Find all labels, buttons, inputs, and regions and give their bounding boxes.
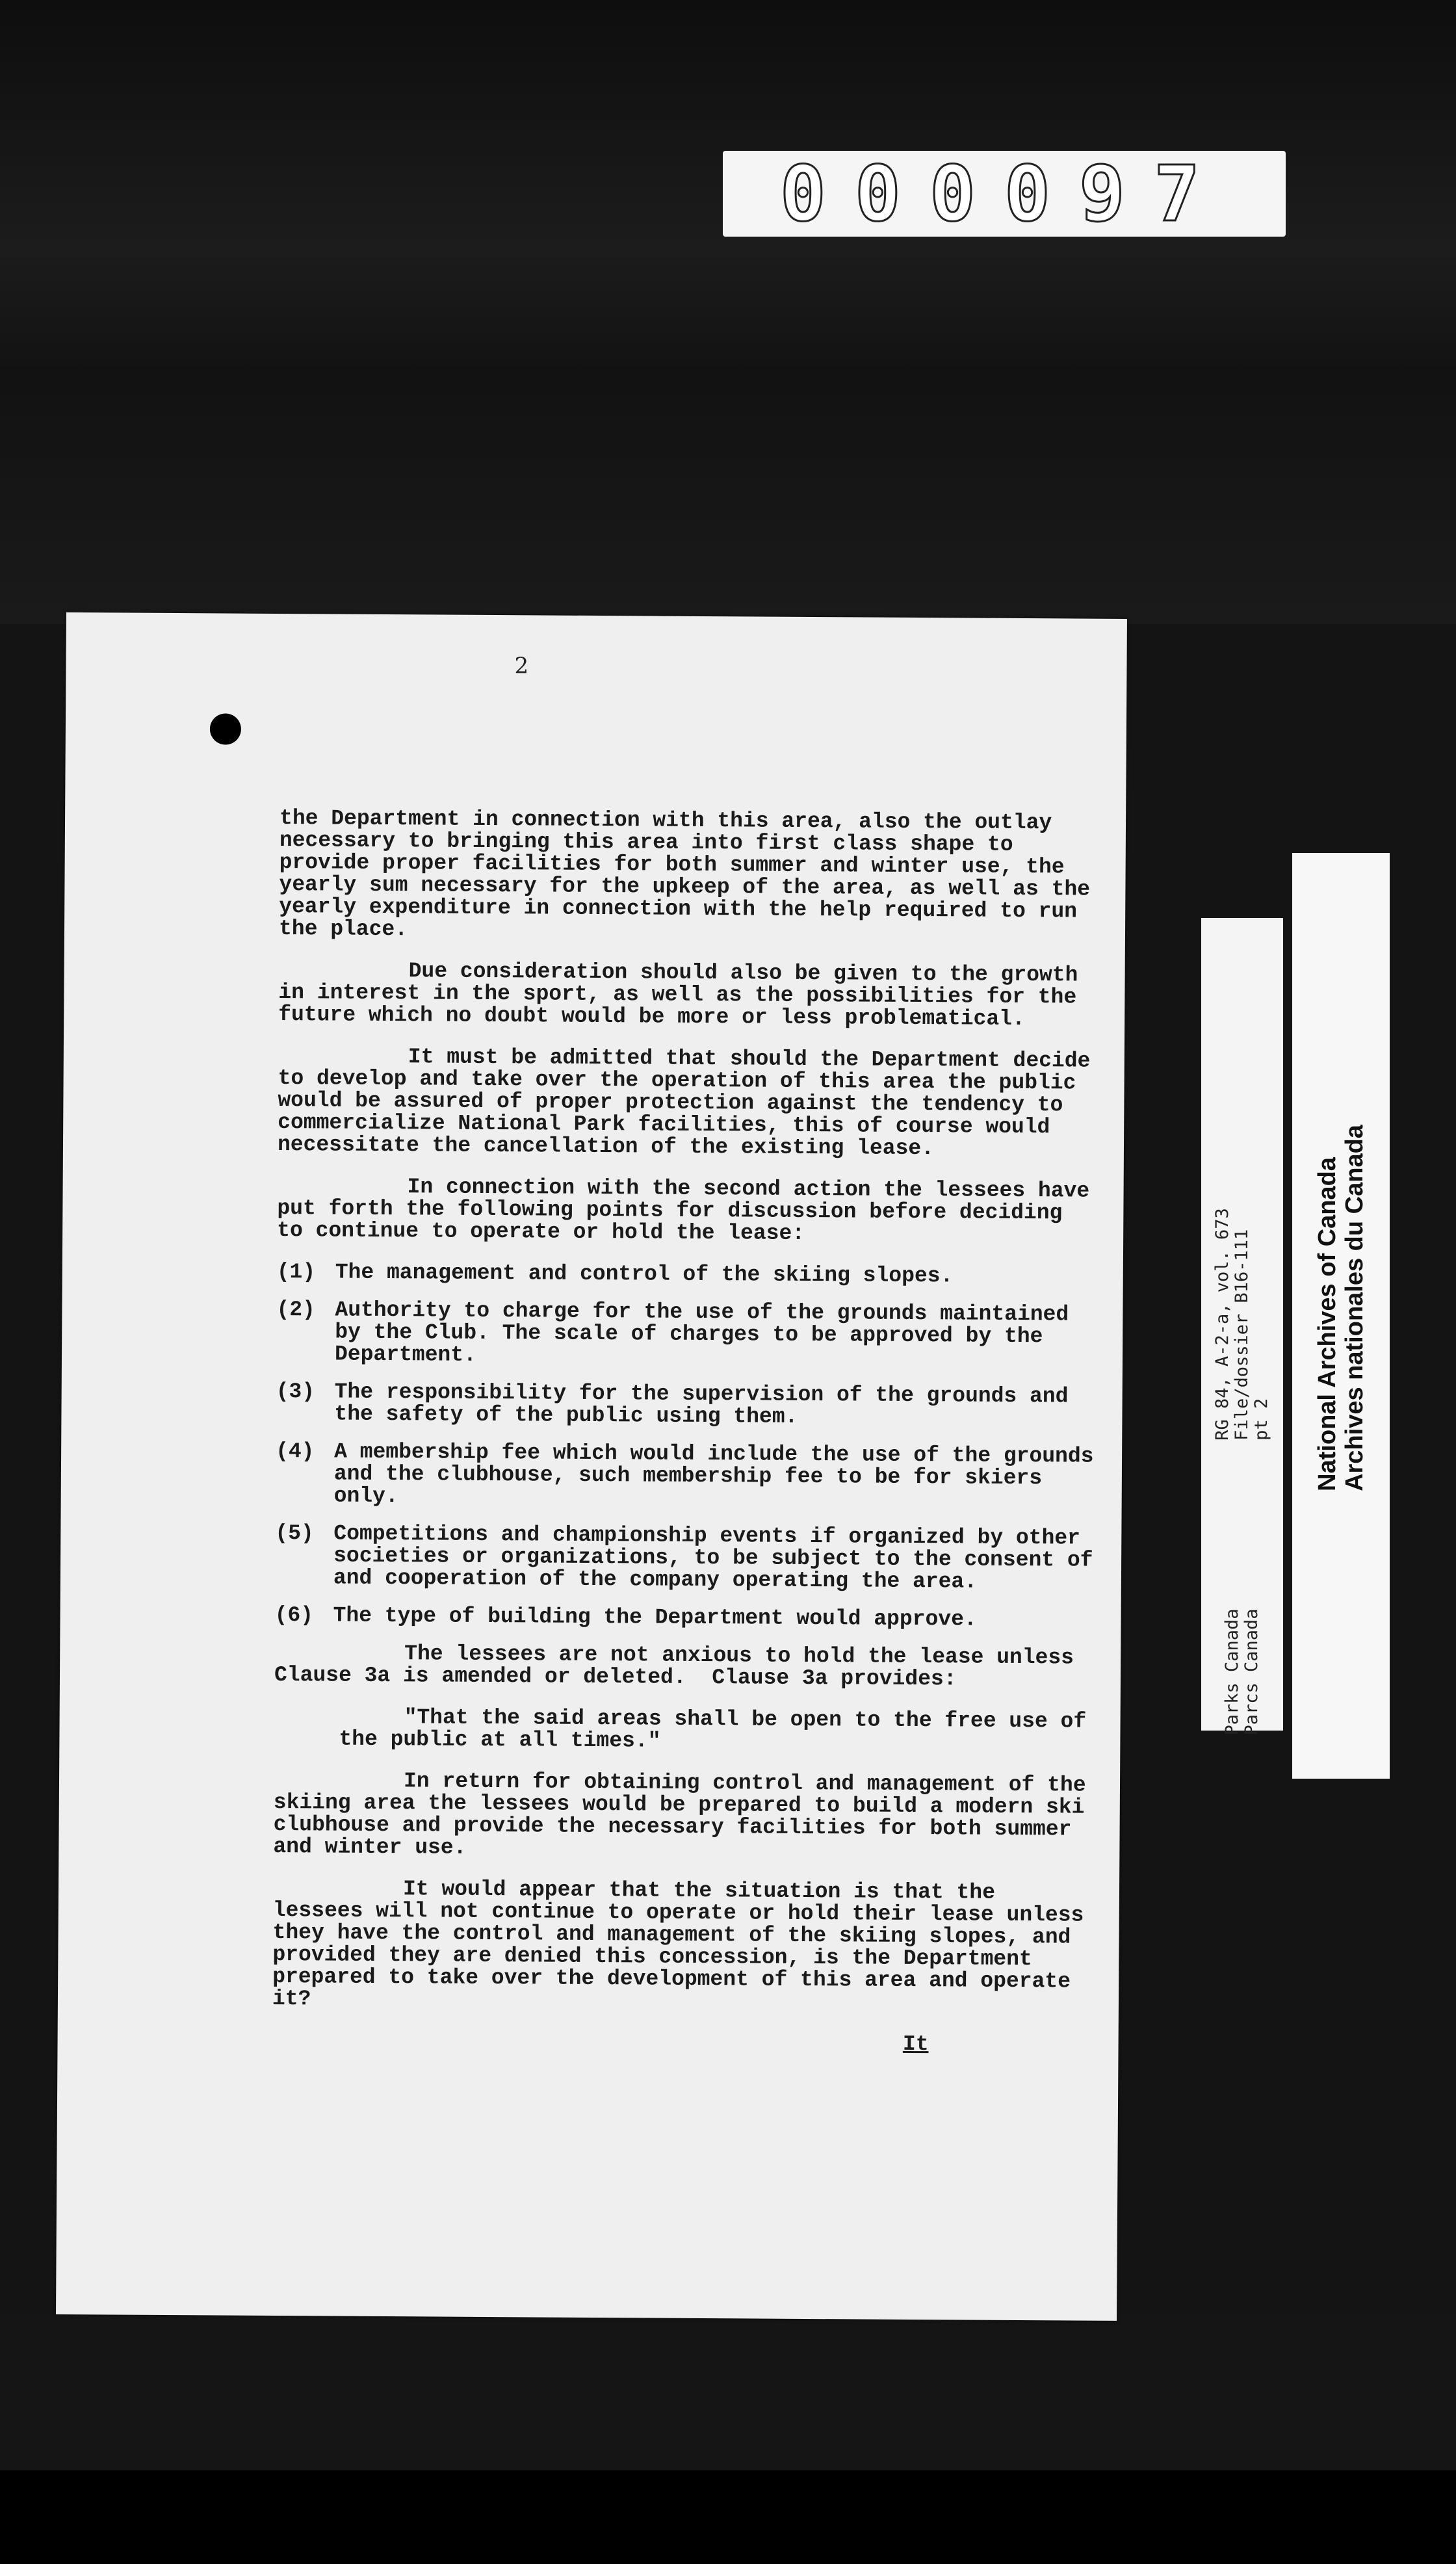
list-item-number: (2) (276, 1297, 315, 1322)
list-item-text: A membership fee which would include the use of the grounds and the clubhouse, such membership fee to be for skiers only. (333, 1439, 1094, 1509)
list-item (276, 1299, 1096, 1370)
list-item-number: (1) (276, 1259, 316, 1285)
document-page (56, 612, 1127, 2321)
paragraph: It would appear that the situation is that the lessees will not continue to operate or hold their lease unless they have the control and management of the skiing slopes, and provided they are denied this concession, is the Department prepared to take over the development of this area and operate it? (272, 1877, 1097, 2011)
film-strip-bottom (0, 2314, 1456, 2470)
list-item-text: The responsibility for the supervision of the grounds and the safety of the public using them. (334, 1380, 1069, 1429)
list-item (276, 1441, 1095, 1512)
list-item-text: The type of building the Department would approve. (333, 1603, 977, 1632)
reference-line: RG 84, A-2-a, vol. 673 (1212, 1208, 1232, 1441)
list-item-number: (5) (275, 1521, 314, 1546)
paragraph: The lessees are not anxious to hold the lease unless Clause 3a is amended or deleted. Clause 3a provides: (274, 1642, 1087, 1692)
archive-reference-text (1213, 1208, 1271, 1441)
list-item-number: (4) (276, 1439, 315, 1464)
paragraph: In return for obtaining control and management of the skiing area the lessees would be prepared to build a modern ski clubhouse and provide the necessary facilities for both summer and winter use. (273, 1769, 1099, 1860)
agency-text (1223, 1608, 1262, 1735)
archives-name-fr: Archives nationales du Canada (1341, 1125, 1368, 1491)
list-item (276, 1381, 1095, 1430)
list-item-number: (3) (276, 1379, 315, 1404)
list-item (275, 1523, 1095, 1594)
list-item (277, 1261, 1096, 1289)
reference-line: File/dossier B16-111 (1232, 1229, 1252, 1441)
paragraph: In connection with the second action the lessees have put forth the following points for discussion before deciding to continue to operate or hold the lease: (277, 1175, 1103, 1246)
frame-number: 000097 (723, 151, 1286, 237)
agency-fr: Parcs Canada (1242, 1608, 1262, 1736)
list-item-text: The management and control of the skiing slopes. (335, 1260, 954, 1289)
agency-en: Parks Canada (1222, 1608, 1242, 1736)
paragraph: It must be admitted that should the Department decide to develop and take over the operation of this area the public would be assured of proper protection against the tendency to commercialize National Park facilities, this of course would necessitate the cancellation of the existing lease. (277, 1045, 1104, 1161)
film-black-band (0, 2470, 1456, 2564)
list-item-text: Authority to charge for the use of the grounds maintained by the Club. The scale of charges to be approved by the Department. (334, 1298, 1069, 1367)
reference-line: pt 2 (1251, 1398, 1271, 1441)
archives-stamp (1292, 853, 1390, 1779)
punch-hole (210, 713, 241, 744)
archive-reference-label (1201, 918, 1283, 1736)
paragraph: the Department in connection with this area, also the outlay necessary to bringing this area into first class shape to provide proper facilities for both summer and winter use, the yearly sum necessary for the upkeep of the area, as well as the yearly expenditure in connection with the help required to run the place. (278, 806, 1103, 942)
paragraph: Due consideration should also be given to the growth in interest in the sport, as well as the possibilities for the future which no doubt would be more or less problematical. (278, 959, 1091, 1032)
archives-name-en: National Archives of Canada (1314, 1157, 1341, 1491)
film-strip-top (0, 0, 1456, 624)
archives-stamp-text (1314, 1125, 1368, 1491)
page-number: 2 (514, 653, 529, 679)
list-item-number: (6) (274, 1602, 314, 1628)
list-item (274, 1604, 1093, 1632)
list-item-text: Competitions and championship events if organized by other societies or organizations, to be subject to the consent of and cooperation of the company operating the area. (333, 1521, 1093, 1594)
document-body (272, 806, 1104, 2076)
catchword: It (902, 2032, 929, 2057)
quoted-clause: "That the said areas shall be open to the free use of the public at all times." (339, 1705, 1100, 1753)
